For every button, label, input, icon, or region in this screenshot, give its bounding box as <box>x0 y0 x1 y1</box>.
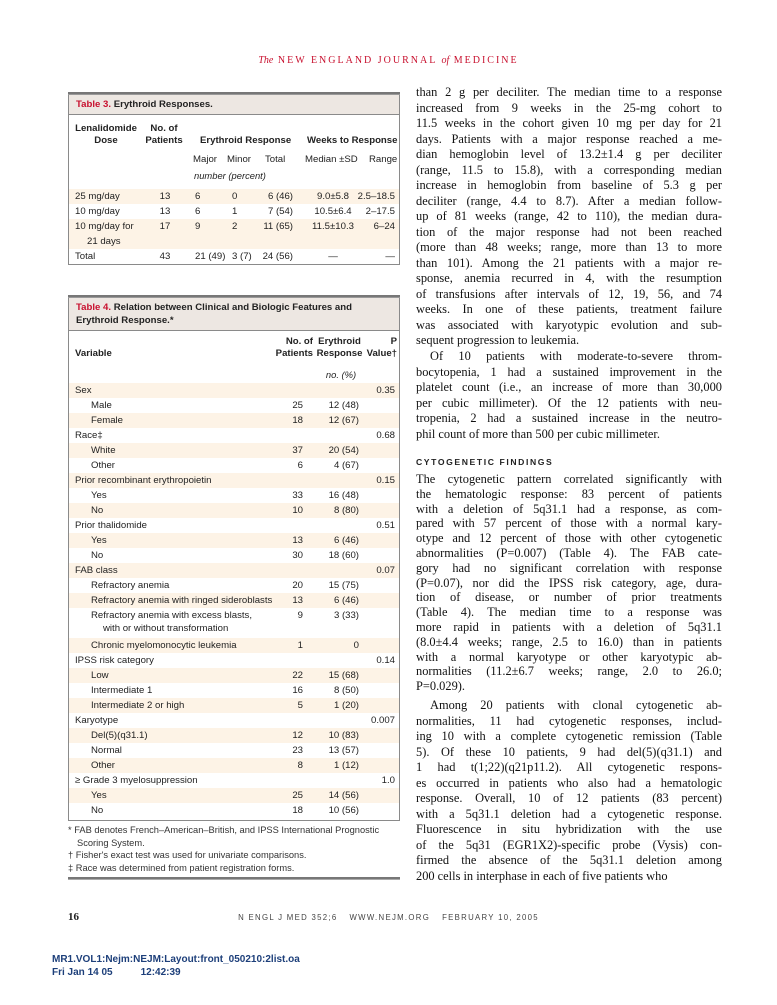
cell-major: 21 (49) <box>195 251 226 262</box>
cell-minor: 3 (7) <box>232 251 252 262</box>
table-row <box>69 593 399 608</box>
cell-minor: 0 <box>232 191 238 202</box>
cell-patients: 37 <box>292 445 303 456</box>
cell-response: 10 (83) <box>328 730 359 741</box>
cell-response: 15 (75) <box>328 580 359 591</box>
cell-variable: IPSS risk category <box>75 655 154 666</box>
cell-major: 6 <box>195 191 201 202</box>
table-row <box>69 548 399 563</box>
stamp-date: Fri Jan 14 05 <box>52 967 113 978</box>
table-row <box>69 668 399 683</box>
cell-patients: 9 <box>297 610 303 621</box>
cell-patients: 13 <box>292 535 303 546</box>
cell-range: 6–24 <box>373 221 395 232</box>
cell-response: 8 (80) <box>333 505 359 516</box>
text-line: Among 20 patients with clonal cytogenetic ab- <box>430 698 722 712</box>
col-header-dose: Lenalidomide Dose <box>75 123 137 146</box>
cell-p-value: 0.68 <box>376 430 395 441</box>
cell-response: 10 (56) <box>328 805 359 816</box>
text-line: weeks. In one of these patients, treatment failure <box>416 302 722 316</box>
table-row <box>69 383 399 398</box>
cell-patients: 13 <box>159 206 171 217</box>
col-header-variable: Variable <box>75 348 112 359</box>
cell-major: 9 <box>195 221 201 232</box>
text-line: firmed the absence of the 5q31.1 deletion among <box>416 853 722 867</box>
text-line: tion of the major response had not been reached <box>416 224 722 239</box>
table-row <box>69 653 399 668</box>
cell-minor: 2 <box>232 221 238 232</box>
section-heading: CYTOGENETIC FINDINGS <box>416 457 554 467</box>
text-line: 5). Of these 10 patients, 9 had del(5)(q31.1) and <box>416 744 722 759</box>
layout-stamp <box>52 953 300 979</box>
text-line: of transfusions after intervals of 12, 19, 56, and 74 <box>416 286 722 301</box>
subheader-total: Total <box>265 154 286 165</box>
cell-median: — <box>328 251 338 262</box>
text-line: more rapid in patients with a deletion of 5q31.1 <box>416 619 722 634</box>
text-line: per cubic millimeter). Of the 12 patients with neu- <box>416 395 722 410</box>
cell-p-value: 1.0 <box>381 775 395 786</box>
text-line: deciliter (range, 4.4 to 8.7). After a median follow- <box>416 193 722 208</box>
text-line: gory had no significant correlation with response <box>416 560 722 575</box>
col-header-response-1: Erythroid <box>318 336 361 347</box>
cell-variable: Yes <box>91 535 107 546</box>
stamp-path: MR1.VOL1:Nejm:NEJM:Layout:front_050210:2list.oa <box>52 954 300 965</box>
text-line: pared with 57 percent of those with a normal kary- <box>416 516 722 531</box>
cell-patients: 1 <box>297 640 303 651</box>
text-line: increased from 9 weeks in the 25-mg cohort to <box>416 100 722 115</box>
table-row <box>69 219 399 249</box>
cell-patients: 10 <box>292 505 303 516</box>
cell-variable: No <box>91 805 104 816</box>
cell-dose-cont: 21 days <box>87 236 121 247</box>
cell-total: 7 (54) <box>267 206 293 217</box>
text-line: normalities, 11 had cytogenetic responses, includ- <box>416 713 722 728</box>
text-line: (P=0.07), nor did the IPSS risk category, age, dura- <box>416 575 722 590</box>
text-line: 1 had t(1;22)(q21p11.2). All cytogenetic respons- <box>416 760 722 774</box>
table-row <box>69 518 399 533</box>
text-line: with a deletion of 5q31.1 had a response, as com- <box>416 501 722 516</box>
cell-patients: 25 <box>292 400 303 411</box>
cell-dose: Total <box>75 251 96 262</box>
cell-p-value: 0.14 <box>376 655 395 666</box>
cell-patients: 17 <box>159 221 171 232</box>
subheader-minor: Minor <box>227 154 251 165</box>
cell-patients: 18 <box>292 805 303 816</box>
page-number: 16 <box>68 911 79 923</box>
cell-p-value: 0.07 <box>376 565 395 576</box>
table-row <box>69 578 399 593</box>
table-row <box>69 204 399 219</box>
cell-variable: Del(5)(q31.1) <box>91 730 148 741</box>
table3-title: Table 3. Erythroid Responses. <box>69 95 399 115</box>
text-line: (more than 48 weeks; range, more than 13 to more <box>416 240 722 254</box>
cell-response: 6 (46) <box>333 595 359 606</box>
cell-dose: 10 mg/day <box>75 206 120 217</box>
paragraph-4 <box>416 698 722 884</box>
footnote: * FAB denotes French–American–British, and IPSS International Prognostic Scoring System. <box>68 825 380 848</box>
text-line: was associated with karyotypic evolution and sub- <box>416 317 722 332</box>
subheader-range: Range <box>369 154 398 165</box>
table-row <box>69 743 399 758</box>
cell-variable: Refractory anemia with excess blasts, <box>91 610 253 621</box>
cell-response: 16 (48) <box>328 490 359 501</box>
cell-patients: 13 <box>159 191 171 202</box>
cell-response: 14 (56) <box>328 790 359 801</box>
cell-patients: 5 <box>297 700 303 711</box>
cell-patients: 13 <box>292 595 303 606</box>
cell-p-value: 0.35 <box>376 385 395 396</box>
text-line: tropenia, 2 had a sustained increase in the neutro- <box>416 411 722 425</box>
table-row <box>69 773 399 788</box>
table-3 <box>68 95 400 265</box>
text-line: normalities (11.2±6.7 weeks; range, 2.0 to 26.0; <box>416 664 722 679</box>
cell-patients: 12 <box>292 730 303 741</box>
footnote: † Fisher's exact test was used for univariate comparisons. <box>68 850 307 860</box>
cell-patients: 43 <box>159 251 171 262</box>
table-row <box>69 533 399 548</box>
footer-citation: N ENGL J MED 352;6 WWW.NEJM.ORG FEBRUARY 10, 2005 <box>238 913 539 922</box>
table-row <box>69 398 399 413</box>
text-line: platelet count (i.e., an increase of more than 30,000 <box>416 380 722 394</box>
paragraph-2 <box>416 349 722 442</box>
cell-response: 0 <box>353 640 359 651</box>
text-line: with a normal karyotype or other karyotypic ab- <box>416 649 722 664</box>
cell-patients: 6 <box>297 460 303 471</box>
cell-variable: Normal <box>91 745 122 756</box>
cell-major: 6 <box>195 206 201 217</box>
cell-variable: Karyotype <box>75 715 119 726</box>
table-row <box>69 638 399 653</box>
text-line: up of 81 weeks (range, 42 to 110), the median dura- <box>416 209 722 223</box>
text-line: (Table 4). The median time to a response was <box>416 605 722 620</box>
subheader-median: Median ±SD <box>305 154 358 165</box>
cell-variable: White <box>91 445 116 456</box>
cell-response: 6 (46) <box>333 535 359 546</box>
cell-response: 18 (60) <box>328 550 359 561</box>
unit-label: number (percent) <box>194 170 266 181</box>
table-row <box>69 758 399 773</box>
table-row <box>69 428 399 443</box>
cell-variable: Other <box>91 760 115 771</box>
cell-variable: Other <box>91 460 115 471</box>
text-line: (8.0±4.4 weeks; range, 2.5 to 16.0) than in patients <box>416 634 722 649</box>
cell-response: 1 (20) <box>333 700 359 711</box>
table-4 <box>68 298 400 821</box>
cell-response: 1 (12) <box>333 760 359 771</box>
cell-patients: 16 <box>292 685 303 696</box>
cell-patients: 33 <box>292 490 303 501</box>
text-line: abnormalities (P=0.007) (Table 4). The FAB cate- <box>416 545 722 560</box>
text-line: sponse, anemia recurred in 4, with the resumption <box>416 271 722 285</box>
cell-variable: Refractory anemia <box>91 580 170 591</box>
col-header-p-2: Value† <box>366 348 397 359</box>
table4-footnotes <box>68 824 408 874</box>
table-row <box>69 458 399 473</box>
table-row <box>69 249 399 264</box>
text-line: with a 5q31.1 deletion had a cytogenetic response. <box>416 806 722 821</box>
table-row <box>69 788 399 803</box>
cell-patients: 8 <box>297 760 303 771</box>
cell-range: — <box>385 251 395 262</box>
cell-median: 10.5±6.4 <box>314 206 352 217</box>
cell-variable: Low <box>91 670 109 681</box>
cell-median: 11.5±10.3 <box>312 221 354 232</box>
cell-total: 11 (65) <box>263 221 293 232</box>
cell-patients: 25 <box>292 790 303 801</box>
cell-variable: Prior recombinant erythropoietin <box>75 475 212 486</box>
table-row <box>69 443 399 458</box>
table-row <box>69 683 399 698</box>
cell-variable: Male <box>91 400 112 411</box>
cell-median: 9.0±5.8 <box>317 191 349 202</box>
cell-variable: ≥ Grade 3 myelosuppression <box>75 775 198 786</box>
cell-dose: 10 mg/day for <box>75 221 134 232</box>
cell-variable: Intermediate 1 <box>91 685 153 696</box>
table-row <box>69 713 399 728</box>
text-line: than 2 g per deciliter. The median time to a response <box>416 85 722 99</box>
cell-p-value: 0.15 <box>376 475 395 486</box>
text-line: P=0.029). <box>416 679 465 694</box>
text-line: (range, 11.5 to 15.8), with a corresponding median <box>416 162 722 177</box>
table-row <box>69 473 399 488</box>
text-line: response. Overall, 10 of 12 patients (83 percent) <box>416 791 722 805</box>
cell-variable: Yes <box>91 490 107 501</box>
cell-response: 12 (67) <box>328 415 359 426</box>
col-header-patients: No. of Patients <box>145 123 183 146</box>
col-header-patients-2: Patients <box>275 348 313 359</box>
table4-header <box>69 331 399 383</box>
stamp-time: 12:42:39 <box>140 967 181 978</box>
cell-variable: Female <box>91 415 123 426</box>
text-line: sequent progression to leukemia. <box>416 333 580 347</box>
cell-variable: FAB class <box>75 565 118 576</box>
text-line: The cytogenetic pattern correlated significantly with <box>416 472 722 486</box>
table-row <box>69 563 399 578</box>
cell-variable: Intermediate 2 or high <box>91 700 185 711</box>
text-line: the hematologic response: 83 percent of patients <box>416 486 722 501</box>
unit-label: no. (%) <box>325 369 357 380</box>
text-line: Fluorescence in situ hybridization with the use <box>416 822 722 836</box>
table-row <box>69 488 399 503</box>
text-line: than 101). Among the 21 patients with a major re- <box>416 255 722 270</box>
cell-variable: No <box>91 550 104 561</box>
table3-header <box>69 115 399 189</box>
cell-patients: 22 <box>292 670 303 681</box>
cell-p-value: 0.51 <box>376 520 395 531</box>
cell-response: 8 (50) <box>333 685 359 696</box>
table-row <box>69 189 399 204</box>
cell-minor: 1 <box>232 206 238 217</box>
text-line: of the 5q31 (EGR1X2)-specific probe (Vysis) con- <box>416 837 722 852</box>
cell-variable: Prior thalidomide <box>75 520 147 531</box>
cell-response: 15 (68) <box>328 670 359 681</box>
cell-variable: Refractory anemia with ringed sideroblasts <box>91 595 273 606</box>
subheader-major: Major <box>193 154 217 165</box>
running-head: The NEW ENGLAND JOURNAL of MEDICINE <box>258 55 519 66</box>
cell-patients: 18 <box>292 415 303 426</box>
text-line: increase in hemoglobin from baseline of 5.3 g per <box>416 178 722 192</box>
cell-patients: 23 <box>292 745 303 756</box>
cell-response: 12 (48) <box>328 400 359 411</box>
table-row <box>69 413 399 428</box>
col-header-erythroid: Erythroid Response <box>200 135 292 146</box>
text-line: otype and 12 percent of those with other cytogenetic <box>416 531 722 546</box>
text-line: dian hemoglobin level of 13.2±1.4 g per deciliter <box>416 147 722 161</box>
table-row <box>69 728 399 743</box>
text-line: es occurred in patients who also had a hematologic <box>416 775 722 790</box>
cell-variable-cont: with or without transformation <box>103 623 229 634</box>
paragraph-1 <box>416 85 722 349</box>
table4-title: Table 4. Relation between Clinical and Biologic Features and Erythroid Response.* <box>69 298 399 331</box>
col-header-weeks: Weeks to Response <box>307 135 398 146</box>
cell-response: 20 (54) <box>328 445 359 456</box>
table-row <box>69 503 399 518</box>
table-row <box>69 803 399 818</box>
cell-patients: 30 <box>292 550 303 561</box>
table3-body <box>69 189 399 264</box>
cell-response: 4 (67) <box>333 460 359 471</box>
table4-body <box>69 383 399 818</box>
table-row <box>69 698 399 713</box>
paragraph-3 <box>416 472 722 694</box>
text-line: Of 10 patients with moderate-to-severe throm- <box>430 349 722 363</box>
text-line: days. Patients with a major response reached a me- <box>416 131 722 146</box>
cell-variable: Sex <box>75 385 92 396</box>
cell-response: 3 (33) <box>333 610 359 621</box>
cell-variable: Race‡ <box>75 430 103 441</box>
text-line: 200 cells in interphase in each of five patients who <box>416 868 668 883</box>
cell-variable: Yes <box>91 790 107 801</box>
col-header-patients-1: No. of <box>285 336 313 347</box>
col-header-p-1: P <box>390 336 397 347</box>
cell-range: 2–17.5 <box>365 206 395 217</box>
cell-response: 13 (57) <box>328 745 359 756</box>
cell-variable: No <box>91 505 104 516</box>
cell-dose: 25 mg/day <box>75 191 120 202</box>
cell-total: 6 (46) <box>267 191 293 202</box>
cell-p-value: 0.007 <box>370 715 395 726</box>
text-line: tion of disease, or number of prior treatments <box>416 590 722 605</box>
text-line: bocytopenia, 1 had a sustained improvement in the <box>416 364 722 379</box>
table4-bottom-rule <box>68 877 400 880</box>
cell-range: 2.5–18.5 <box>357 191 395 202</box>
col-header-response-2: Response <box>316 348 363 359</box>
cell-variable: Chronic myelomonocytic leukemia <box>91 640 237 651</box>
footnote: ‡ Race was determined from patient registration forms. <box>68 862 295 873</box>
cell-patients: 20 <box>292 580 303 591</box>
text-line: phil count of more than 500 per cubic millimeter. <box>416 426 660 441</box>
table-row <box>69 608 399 638</box>
cell-total: 24 (56) <box>262 251 293 262</box>
text-line: ing 10 with a complete cytogenetic remission (Table <box>416 729 722 743</box>
text-line: 11.5 weeks in the cohort given 10 mg per day for 21 <box>416 116 722 130</box>
